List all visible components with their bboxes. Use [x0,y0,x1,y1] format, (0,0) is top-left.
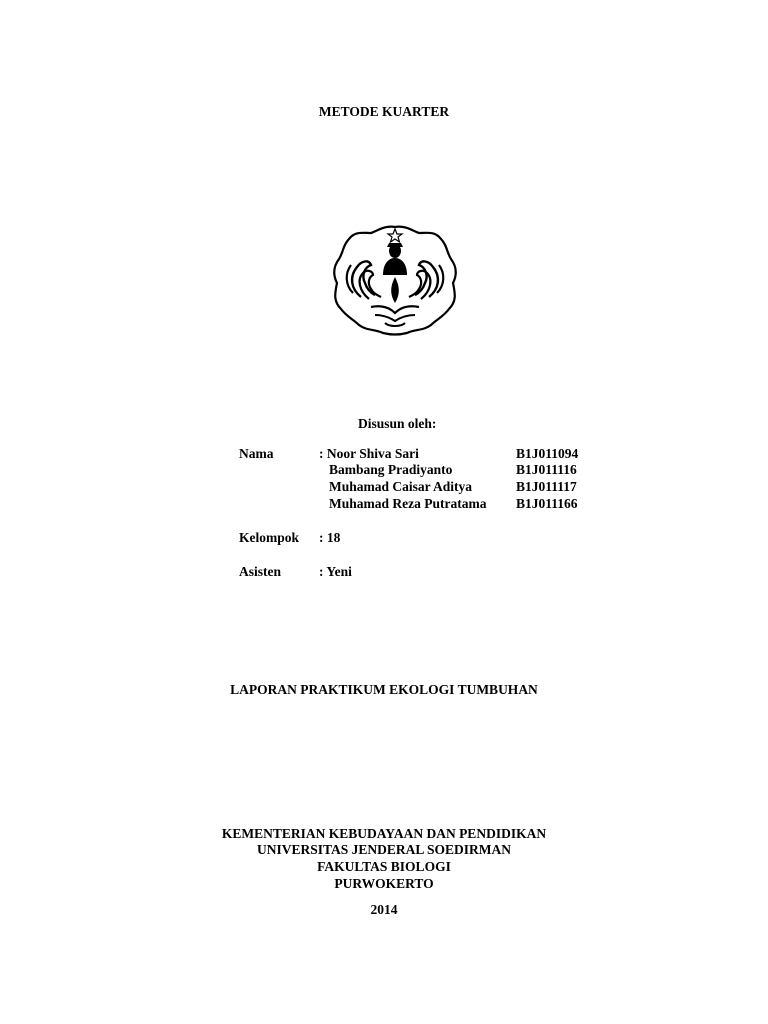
page-title: METODE KUARTER [318,104,450,119]
member-nim: B1J011094 [516,446,579,461]
member-name: Muhamad Reza Putratama [329,496,487,511]
institution-line: FAKULTAS BIOLOGI [317,859,451,874]
institution-line: PURWOKERTO [334,876,434,891]
member-name: : Noor Shiva Sari [319,446,419,461]
institution-line: UNIVERSITAS JENDERAL SOEDIRMAN [256,842,512,857]
year: 2014 [370,902,398,917]
asisten-value: : Yeni [319,564,352,579]
report-title: LAPORAN PRAKTIKUM EKOLOGI TUMBUHAN [230,682,538,697]
member-name: Bambang Pradiyanto [329,462,453,477]
asisten-label: Asisten [239,564,282,579]
member-name: Muhamad Caisar Aditya [329,479,473,494]
institution-line: KEMENTERIAN KEBUDAYAAN DAN PENDIDIKAN [221,826,547,841]
member-nim: B1J011166 [516,496,578,511]
member-nim: B1J011117 [516,479,577,494]
disusun-oleh-label: Disusun oleh: [358,416,437,431]
nama-label: Nama [239,446,274,461]
kelompok-label: Kelompok [239,530,300,545]
university-emblem-icon [331,223,459,337]
member-nim: B1J011116 [516,462,577,477]
kelompok-value: : 18 [319,530,341,545]
